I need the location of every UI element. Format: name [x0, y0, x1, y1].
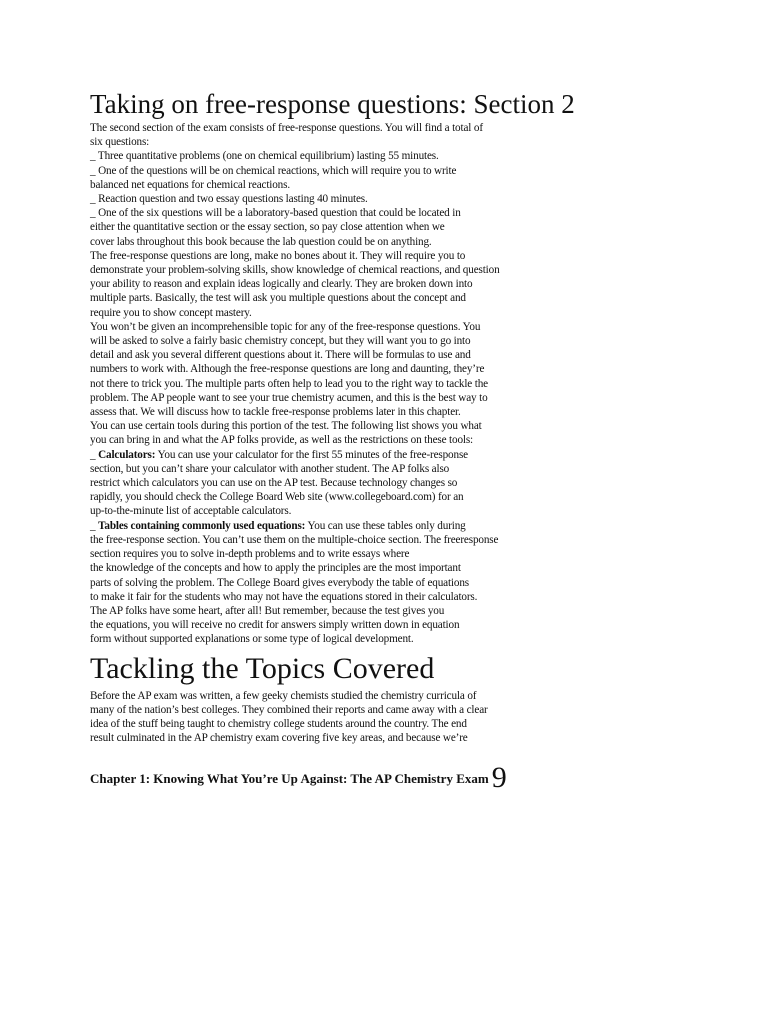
- body-line: result culminated in the AP chemistry exam covering five key areas, and because we’re: [90, 732, 468, 745]
- body-line: The second section of the exam consists of free-response questions. You will find a total of: [90, 122, 483, 134]
- body-line: multiple parts. Basically, the test will ask you multiple questions about the concept and: [90, 292, 466, 305]
- body-line: problem. The AP people want to see your true chemistry acumen, and this is the best way to: [90, 391, 488, 404]
- topics-heading: Tackling the Topics Covered: [90, 651, 435, 685]
- body-line: you can bring in and what the AP folks provide, as well as the restrictions on these tools:: [90, 434, 474, 447]
- body-line: not there to trick you. The multiple parts often help to lead you to the right way to tackle the: [90, 377, 488, 390]
- body-line: form without supported explanations or some type of logical development.: [90, 633, 414, 646]
- bullet-marker: _: [90, 448, 99, 461]
- body-line: demonstrate your problem-solving skills, show knowledge of chemical reactions, and question: [90, 264, 500, 277]
- body-line: assess that. We will discuss how to tackle free-response problems later in this chapter.: [90, 406, 461, 419]
- page-number: 9: [491, 761, 507, 795]
- page-footer: [90, 761, 710, 795]
- bullet-line: _ Reaction question and two essay questions lasting 40 minutes.: [90, 193, 368, 206]
- body-line: the equations, you will receive no credit for answers simply written down in equation: [90, 619, 460, 632]
- body-line: section, but you can’t share your calculator with another student. The AP folks also: [90, 462, 450, 475]
- body-line: You can use certain tools during this portion of the test. The following list shows you what: [90, 420, 482, 433]
- body-line: will be asked to solve a fairly basic chemistry concept, but they will want you to go into: [90, 335, 471, 348]
- body-line: You won’t be given an incomprehensible topic for any of the free-response questions. You: [90, 320, 481, 333]
- bullet-line: _ Three quantitative problems (one on chemical equilibrium) lasting 55 minutes.: [90, 150, 439, 163]
- body-line: require you to show concept mastery.: [90, 306, 252, 319]
- section-body: [90, 121, 710, 647]
- body-line: cover labs throughout this book because the lab question could be on anything.: [90, 235, 432, 248]
- body-line: the free-response section. You can’t use them on the multiple-choice section. The freeresponse: [90, 533, 499, 546]
- body-line: many of the nation’s best colleges. They combined their reports and came away with a clear: [90, 703, 488, 716]
- body-line: section requires you to solve in-depth problems and to write essays where: [90, 548, 410, 561]
- body-line: rapidly, you should check the College Board Web site (www.collegeboard.com) for an: [90, 491, 464, 504]
- tables-term: Tables containing commonly used equations:: [98, 519, 306, 532]
- body-line: parts of solving the problem. The College Board gives everybody the table of equations: [90, 576, 469, 589]
- bullet-line: _ One of the questions will be on chemical reactions, which will require you to write: [90, 164, 457, 177]
- bullet-marker: _: [90, 519, 99, 532]
- body-line: either the quantitative section or the essay section, so pay close attention when we: [90, 221, 445, 234]
- body-line: to make it fair for the students who may not have the equations stored in their calculators.: [90, 590, 478, 603]
- body-line: balanced net equations for chemical reactions.: [90, 178, 290, 191]
- tables-text: You can use these tables only during: [305, 519, 466, 532]
- body-line: six questions:: [90, 136, 150, 149]
- topics-body: [90, 689, 710, 746]
- body-line: detail and ask you several different questions about it. There will be formulas to use and: [90, 349, 471, 362]
- body-line: idea of the stuff being taught to chemistry college students around the country. The end: [90, 717, 467, 730]
- calculators-text: You can use your calculator for the first 55 minutes of the free-response: [155, 448, 468, 461]
- calculators-term: Calculators:: [98, 448, 156, 461]
- chapter-title: Chapter 1: Knowing What You’re Up Against: The AP Chemistry Exam: [90, 771, 489, 787]
- section-heading: Taking on free-response questions: Section 2: [90, 89, 575, 119]
- body-line: The AP folks have some heart, after all! But remember, because the test gives you: [90, 604, 445, 617]
- body-line: The free-response questions are long, make no bones about it. They will require you to: [90, 249, 466, 262]
- document-page: [90, 88, 710, 795]
- body-line: the knowledge of the concepts and how to apply the principles are the most important: [90, 562, 461, 575]
- calculators-bullet: [90, 448, 710, 462]
- body-line: up-to-the-minute list of acceptable calculators.: [90, 505, 292, 518]
- body-line: numbers to work with. Although the free-response questions are long and daunting, they’re: [90, 363, 485, 376]
- body-line: your ability to reason and explain ideas logically and clearly. They are broken down into: [90, 278, 473, 291]
- body-line: restrict which calculators you can use on the AP test. Because technology changes so: [90, 477, 458, 490]
- bullet-line: _ One of the six questions will be a laboratory-based question that could be located in: [90, 207, 461, 220]
- body-line: Before the AP exam was written, a few geeky chemists studied the chemistry curricula of: [90, 689, 477, 702]
- tables-bullet: [90, 519, 710, 533]
